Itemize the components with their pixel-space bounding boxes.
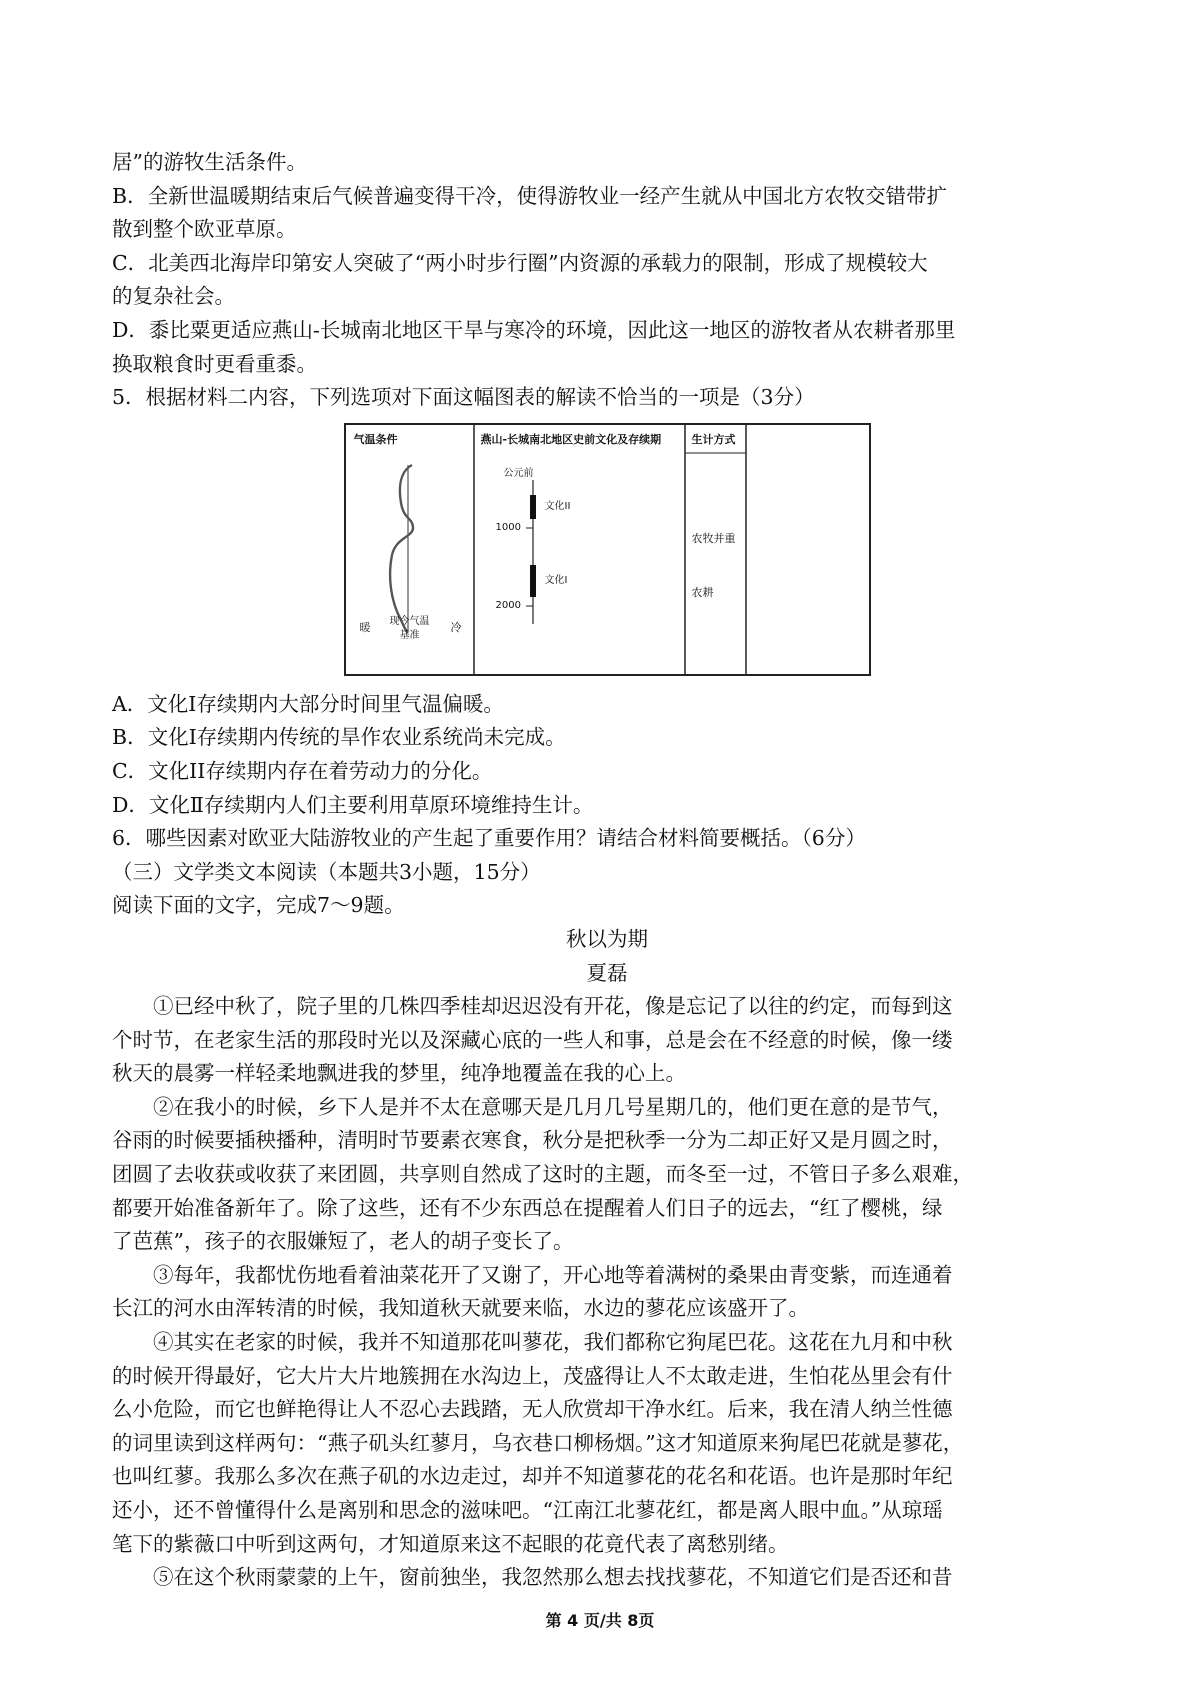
climate-culture-figure (344, 423, 871, 676)
section-heading: （三）文学类文本阅读（本题共3小题，15分） (112, 859, 541, 884)
text-line: 散到整个欧亚草原。 (112, 217, 297, 242)
text-line: 笔下的紫薇口中听到这两句，才知道原来这不起眼的花竟代表了离愁别绪。 (112, 1531, 789, 1556)
page-footer: 第 4 页/共 8页 (545, 1611, 655, 1630)
text-line: ④其实在老家的时候，我并不知道那花叫蓼花，我们都称它狗尾巴花。这花在九月和中秋 (153, 1330, 953, 1355)
text-line: 秋天的晨雾一样轻柔地飘进我的梦里，纯净地覆盖在我的心上。 (112, 1061, 686, 1086)
paragraph-2 (112, 1091, 1102, 1259)
livelihood-agro-pastoral: 农牧并重 (691, 531, 736, 545)
option-d: D．黍比粟更适应燕山-长城南北地区干旱与寒冷的环境，因此这一地区的游牧者从农耕者那里 (112, 317, 956, 342)
reading-instruction: 阅读下面的文字，完成7～9题。 (112, 893, 405, 918)
option-d: D．文化Ⅱ存续期内人们主要利用草原环境维持生计。 (112, 792, 594, 817)
col-header-culture: 燕山-长城南北地区史前文化及存续期 (480, 432, 662, 446)
paragraph-3 (112, 1259, 1102, 1326)
options-q5 (112, 688, 1102, 822)
temperature-curve (390, 465, 413, 633)
text-line: 换取粮食时更看重黍。 (112, 351, 317, 376)
baseline-label: 现今气温 (389, 615, 430, 627)
tick-2000: 2000 (495, 599, 521, 611)
text-line: 长江的河水由浑转清的时候，我知道秋天就要来临，水边的蓼花应该盛开了。 (112, 1296, 809, 1321)
axis-top-label: 公元前 (503, 467, 534, 479)
question-6: 6．哪些因素对欧亚大陆游牧业的产生起了重要作用？请结合材料简要概括。（6分） (112, 826, 866, 851)
text-line: 还小，还不曾懂得什么是离别和思念的滋味吧。“江南江北蓼花红，都是离人眼中血。”从琼瑶 (112, 1498, 943, 1522)
baseline-label-2: 基准 (399, 629, 420, 641)
story-author: 夏磊 (586, 960, 628, 985)
text-line: ⑤在这个秋雨蒙蒙的上午，窗前独坐，我忽然那么想去找找蓼花，不知道它们是否还和昔 (153, 1565, 953, 1590)
text-line: 么小危险，而它也鲜艳得让人不忍心去践踏，无人欣赏却干净水红。后来，我在清人纳兰性德 (112, 1397, 953, 1422)
text-line: ①已经中秋了，院子里的几株四季桂却迟迟没有开花，像是忘记了以往的约定，而每到这 (153, 994, 953, 1019)
story-title: 秋以为期 (566, 926, 648, 951)
text-line: 了芭蕉”，孩子的衣服嫌短了，老人的胡子变长了。 (112, 1229, 574, 1254)
culture-1-label: 文化I (544, 574, 568, 586)
tick-1000: 1000 (495, 521, 521, 533)
story-body (112, 990, 1102, 1595)
cold-label: 冷 (450, 620, 462, 634)
option-c: C．北美西北海岸印第安人突破了“两小时步行圈”内资源的承载力的限制，形成了规模较大 (112, 250, 928, 275)
paragraph-4 (112, 1326, 1102, 1561)
text-line: 居”的游牧生活条件。 (112, 150, 307, 174)
text-line: 都要开始准备新年了。除了这些，还有不少东西总在提醒着人们日子的远去，“红了樱桃，绿 (112, 1195, 943, 1220)
question-5: 5．根据材料二内容，下列选项对下面这幅图表的解读不恰当的一项是（3分） (112, 385, 815, 410)
text-line: ②在我小的时候，乡下人是并不太在意哪天是几月几号星期几的，他们更在意的是节气， (153, 1094, 953, 1119)
options-q4 (112, 146, 1102, 415)
option-c: C．文化II存续期内存在着劳动力的分化。 (112, 758, 493, 783)
text-line: 的时候开得最好，它大片大片地簇拥在水沟边上，茂盛得让人不太敢走进，生怕花丛里会有什 (112, 1363, 953, 1388)
text-line: 的复杂社会。 (112, 284, 235, 309)
livelihood-farming: 农耕 (691, 585, 714, 599)
col-header-livelihood: 生计方式 (691, 432, 736, 446)
culture-2-label: 文化II (544, 500, 571, 512)
text-line: 团圆了去收获或收获了来团圆，共享则自然成了这时的主题，而冬至一过，不管日子多么艰难， (112, 1162, 973, 1187)
option-a: A．文化Ⅰ存续期内大部分时间里气温偏暖。 (112, 691, 504, 716)
col-header-temperature: 气温条件 (353, 432, 398, 446)
figure-graphics (346, 425, 869, 674)
text-line: 也叫红蓼。我那么多次在燕子矶的水边走过，却并不知道蓼花的花名和花语。也许是那时年纪 (112, 1464, 953, 1489)
paragraph-1 (112, 990, 1102, 1091)
option-b: B．文化Ⅰ存续期内传统的旱作农业系统尚未完成。 (112, 725, 566, 750)
text-line: ③每年，我都忧伤地看着油菜花开了又谢了，开心地等着满树的桑果由青变紫，而连通着 (153, 1262, 953, 1287)
option-b: B．全新世温暖期结束后气候普遍变得干冷，使得游牧业一经产生就从中国北方农牧交错带扩 (112, 183, 948, 208)
warm-label: 暖 (359, 620, 371, 634)
culture-1-bar (530, 565, 536, 597)
paragraph-5 (112, 1561, 1102, 1595)
text-line: 的词里读到这样两句：“燕子矶头红蓼月，乌衣巷口柳杨烟。”这才知道原来狗尾巴花就是蓼花， (112, 1430, 964, 1455)
text-line: 个时节，在老家生活的那段时光以及深藏心底的一些人和事，总是会在不经意的时候，像一缕 (112, 1027, 953, 1052)
exam-page (112, 146, 1102, 1595)
text-line: 谷雨的时候要插秧播种，清明时节要素衣寒食，秋分是把秋季一分为二却正好又是月圆之时， (112, 1128, 953, 1153)
culture-2-bar (530, 495, 536, 519)
figure-wrap (112, 423, 1102, 676)
